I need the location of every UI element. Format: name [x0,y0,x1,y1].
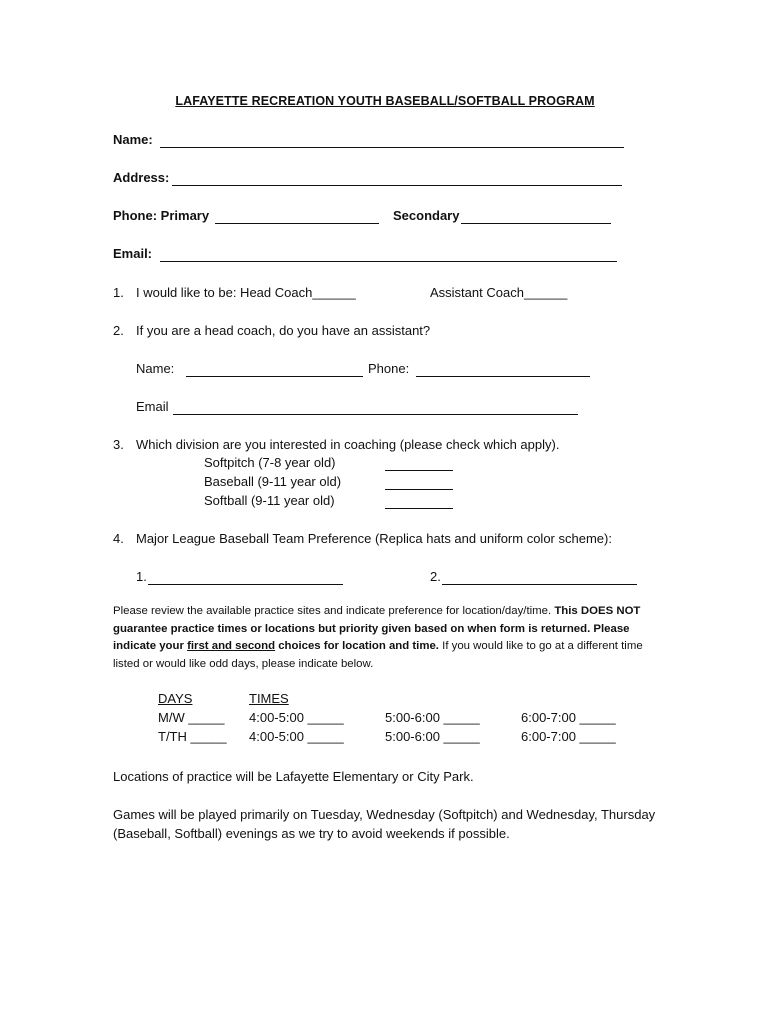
phone-primary-label: Phone: Primary [113,208,210,223]
q4-number: 4. [113,531,124,546]
division-baseball: Baseball (9-11 year old) [204,474,342,489]
q1-text [136,285,356,300]
phone-secondary-field[interactable] [461,223,611,224]
instructions-part1: Please review the available practice sites and indicate preference for location/day/time. [113,605,555,617]
schedule-mw-time2[interactable]: 5:00-6:00 _____ [385,710,480,725]
address-field[interactable] [172,185,622,186]
instructions-bold1: This DOES NOT guarantee practice times or locations but priority given based on when form is returned. Please indicate your [113,605,641,652]
schedule-tth-time3[interactable]: 6:00-7:00 _____ [521,729,616,744]
q1-assistant [430,285,567,300]
q4-text: Major League Baseball Team Preference (Replica hats and uniform color scheme): [136,531,612,546]
times-header: TIMES [249,691,289,706]
instructions-part2: If you would like to go at a different time listed or would like odd days, please indicate below. [113,640,643,670]
team-choice-2-field[interactable] [442,584,637,585]
division-softball-blank[interactable] [385,508,453,509]
q3-number: 3. [113,437,124,452]
q1-question: I would like to be: Head Coach [136,285,313,300]
games-text: Games will be played primarily on Tuesday, Wednesday (Softpitch) and Wednesday, Thursday (Baseball, Softball) evenings as we try to avoid weekends if possible. [113,807,656,841]
name-label: Name: [113,132,153,147]
assistant-coach-blank[interactable]: ______ [523,285,568,300]
instructions-underlined: first and second [187,640,276,652]
division-softpitch-blank[interactable] [385,470,453,471]
assistant-name-field[interactable] [186,376,363,377]
head-coach-blank[interactable]: ______ [312,285,356,300]
schedule-mw-time3[interactable]: 6:00-7:00 _____ [521,710,616,725]
assistant-email-field[interactable] [173,414,578,415]
email-field[interactable] [160,261,617,262]
division-softball: Softball (9-11 year old) [204,493,335,508]
q1-number: 1. [113,285,124,300]
schedule-tth-time1[interactable]: 4:00-5:00 _____ [249,729,344,744]
schedule-mw-time1[interactable]: 4:00-5:00 _____ [249,710,344,725]
schedule-tth-time2[interactable]: 5:00-6:00 _____ [385,729,480,744]
page-title: LAFAYETTE RECREATION YOUTH BASEBALL/SOFTBALL PROGRAM [175,94,595,108]
address-label: Address: [113,170,170,185]
instructions-bold2: choices for location and time. [275,640,439,652]
q2-number: 2. [113,323,124,338]
division-softpitch: Softpitch (7-8 year old) [204,455,336,470]
days-header: DAYS [158,691,193,706]
assistant-email-label: Email [136,399,169,414]
assistant-phone-field[interactable] [416,376,590,377]
email-label: Email: [113,246,153,261]
assistant-phone-label: Phone: [368,361,410,376]
team-choice-2-label: 2. [430,569,441,584]
team-choice-1-field[interactable] [148,584,343,585]
schedule-day-tth[interactable]: T/TH _____ [158,729,227,744]
instructions-paragraph [113,603,661,673]
q2-text: If you are a head coach, do you have an assistant? [136,323,431,338]
division-baseball-blank[interactable] [385,489,453,490]
schedule-day-mw[interactable]: M/W _____ [158,710,225,725]
assistant-coach-label: Assistant Coach [430,285,524,300]
name-field[interactable] [160,147,624,148]
q3-text: Which division are you interested in coaching (please check which apply). [136,437,560,452]
phone-primary-field[interactable] [215,223,379,224]
assistant-name-label: Name: [136,361,175,376]
phone-secondary-label: Secondary [393,208,460,223]
team-choice-1-label: 1. [136,569,147,584]
locations-text: Locations of practice will be Lafayette Elementary or City Park. [113,769,474,784]
